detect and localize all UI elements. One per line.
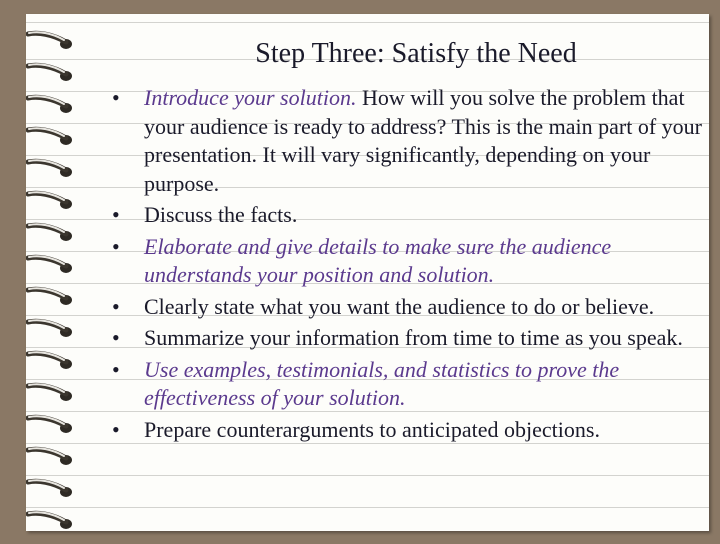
spiral-ring-icon	[26, 476, 106, 508]
spiral-ring-icon	[26, 412, 106, 444]
spiral-ring-icon	[26, 444, 106, 476]
bullet-icon: •	[112, 233, 120, 259]
spiral-ring-icon	[26, 60, 106, 92]
spiral-ring-icon	[26, 124, 106, 156]
list-item	[106, 416, 716, 445]
spiral-ring-icon	[26, 252, 106, 284]
spiral-binding	[26, 28, 106, 544]
bullet-emphasis: Use examples, testimonials, and statistics to prove the effectiveness of your solution.	[144, 356, 620, 410]
bullet-text: How will you solve the problem that your audience is ready to address? This is the main part of your presentation. It will vary significantly, depending on your purpose.	[144, 85, 702, 196]
spiral-ring-icon	[26, 284, 106, 316]
bullet-icon: •	[112, 356, 120, 382]
spiral-ring-icon	[26, 188, 106, 220]
bullet-list	[106, 84, 716, 447]
bullet-text: Clearly state what you want the audience to do or believe.	[144, 293, 655, 319]
bullet-icon: •	[112, 85, 120, 110]
spiral-ring-icon	[26, 508, 106, 540]
spiral-ring-icon	[26, 380, 106, 412]
bullet-text: Summarize your information from time to time as you speak.	[144, 325, 683, 350]
bullet-icon: •	[112, 416, 120, 442]
bullet-emphasis: Introduce your solution.	[144, 85, 357, 110]
bullet-text: Discuss the facts.	[144, 202, 298, 227]
spiral-ring-icon	[26, 92, 106, 124]
list-item	[106, 233, 716, 290]
list-item	[106, 84, 716, 198]
list-item	[106, 356, 716, 413]
bullet-icon: •	[112, 293, 120, 319]
bullet-emphasis: Elaborate and give details to make sure the audience understands your position and solution.	[144, 233, 612, 287]
spiral-ring-icon	[26, 316, 106, 348]
bullet-icon: •	[112, 202, 120, 227]
list-item	[106, 201, 716, 230]
bullet-icon: •	[112, 325, 120, 350]
list-item	[106, 293, 716, 322]
list-item	[106, 324, 716, 353]
slide-title: Step Three: Satisfy the Need	[255, 38, 577, 69]
spiral-ring-icon	[26, 156, 106, 188]
notebook-page	[26, 14, 709, 531]
spiral-ring-icon	[26, 348, 106, 380]
spiral-ring-icon	[26, 220, 106, 252]
spiral-ring-icon	[26, 28, 106, 60]
bullet-text: Prepare counterarguments to anticipated objections.	[144, 416, 600, 442]
